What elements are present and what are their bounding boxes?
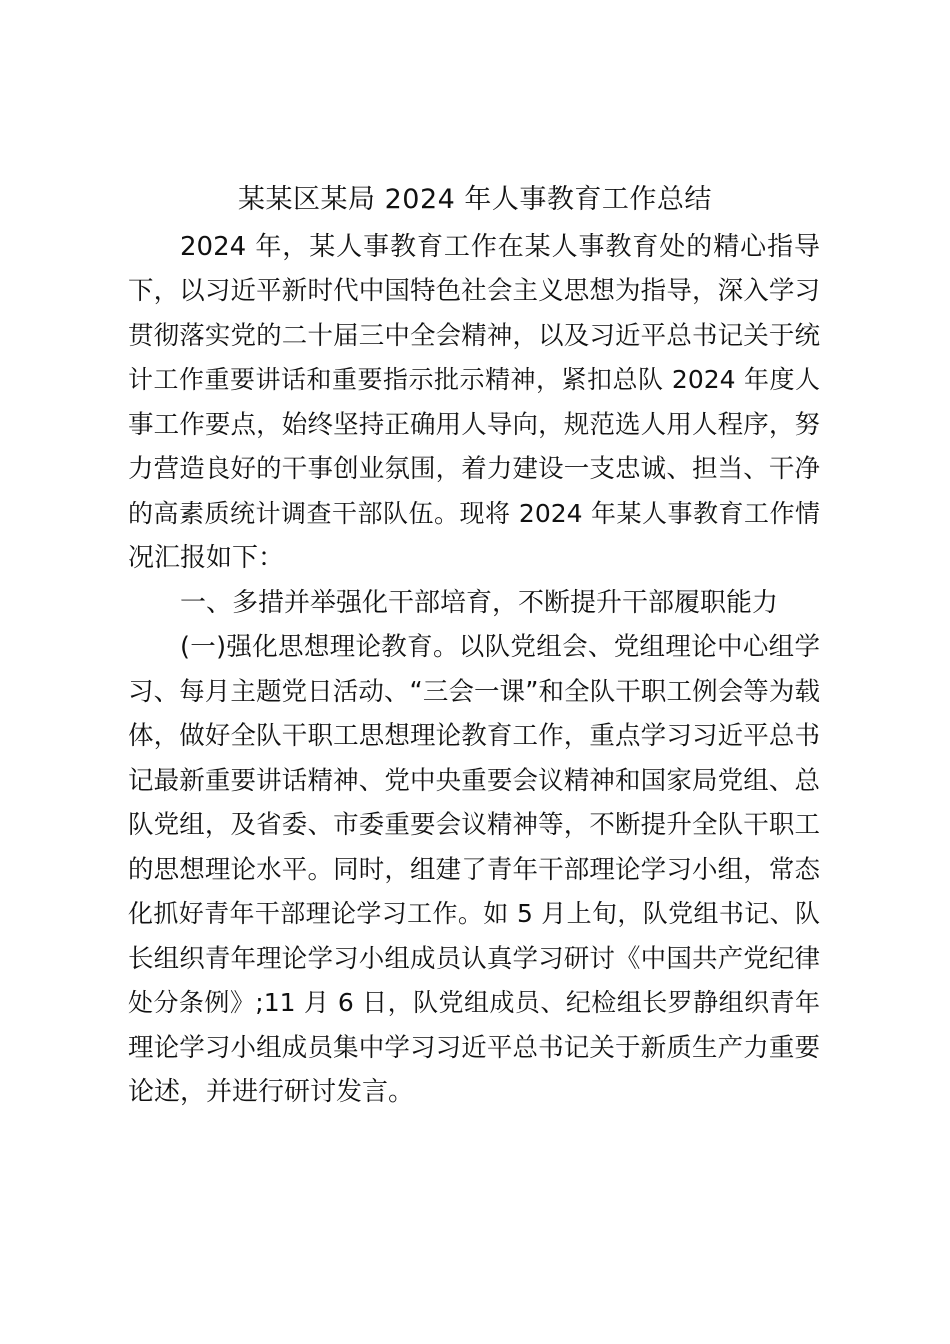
paragraph-line: 体，做好全队干职工思想理论教育工作，重点学习习近平总书: [128, 721, 820, 751]
paragraph-line: 贯彻落实党的二十届三中全会精神，以及习近平总书记关于统: [128, 321, 820, 351]
paragraph-line: 2024 年，某人事教育工作在某人事教育处的精心指导: [180, 232, 820, 262]
paragraph-line: 化抓好青年干部理论学习工作。如 5 月上旬，队党组书记、队: [128, 899, 820, 928]
paragraph-line: 习、每月主题党日活动、“三会一课”和全队干职工例会等为载: [128, 677, 820, 707]
paragraph-line: 长组织青年理论学习小组成员认真学习研讨《中国共产党纪律: [128, 944, 820, 974]
paragraph-line: 论述，并进行研讨发言。: [128, 1077, 415, 1107]
paragraph-line: 况汇报如下：: [128, 543, 285, 573]
paragraph-line: 计工作重要讲话和重要指示批示精神，紧扣总队 2024 年度人: [128, 365, 820, 394]
paragraph-line: 事工作要点，始终坚持正确用人导向，规范选人用人程序，努: [128, 410, 820, 440]
document-title: 某某区某局 2024 年人事教育工作总结: [238, 184, 712, 215]
paragraph-line: 队党组，及省委、市委重要会议精神等，不断提升全队干职工: [128, 810, 820, 840]
paragraph-line: (一)强化思想理论教育。以队党组会、党组理论中心组学: [180, 632, 820, 662]
paragraph-line: 处分条例》;11 月 6 日，队党组成员、纪检组长罗静组织青年: [128, 988, 820, 1017]
section-heading: 一、多措并举强化干部培育，不断提升干部履职能力: [180, 588, 779, 618]
paragraph-line: 的高素质统计调查干部队伍。现将 2024 年某人事教育工作情: [128, 499, 820, 528]
paragraph-line: 力营造良好的干事创业氛围，着力建设一支忠诚、担当、干净: [128, 454, 820, 484]
paragraph-line: 下，以习近平新时代中国特色社会主义思想为指导，深入学习: [128, 276, 820, 306]
paragraph-line: 理论学习小组成员集中学习习近平总书记关于新质生产力重要: [128, 1033, 820, 1063]
paragraph-line: 的思想理论水平。同时，组建了青年干部理论学习小组，常态: [128, 855, 820, 885]
paragraph-line: 记最新重要讲话精神、党中央重要会议精神和国家局党组、总: [128, 766, 820, 796]
